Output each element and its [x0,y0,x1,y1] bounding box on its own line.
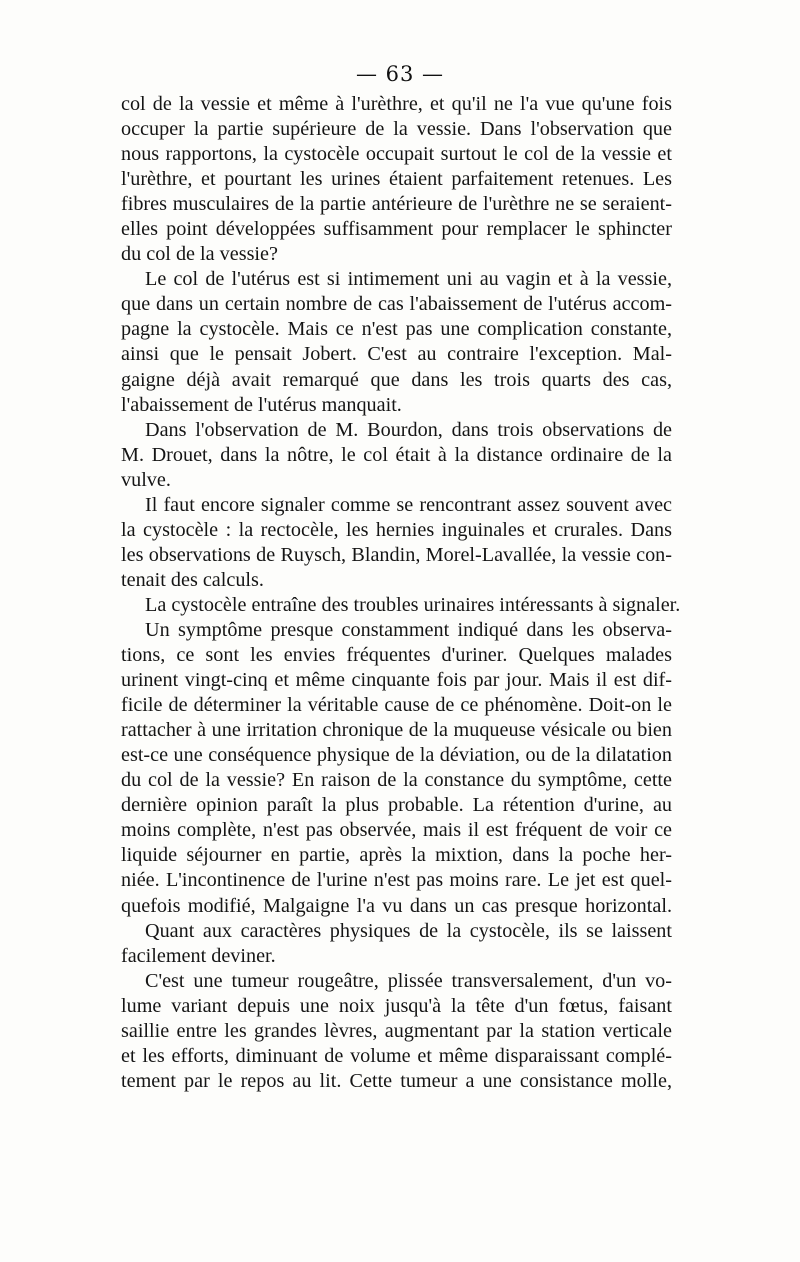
text-line: M. Drouet, dans la nôtre, le col était à la distance ordinaire de la [121,443,672,466]
text-line: Quant aux caractères physiques de la cystocèle, ils se laissent [145,919,672,942]
text-line: C'est une tumeur rougeâtre, plissée transversalement, d'un vo- [145,969,672,992]
text-line: liquide séjourner en partie, après la mixtion, dans la poche her- [121,844,672,867]
text-line: ainsi que le pensait Jobert. C'est au contraire l'exception. Mal- [121,343,672,366]
text-line: Le col de l'utérus est si intimement uni au vagin et à la vessie, [145,268,672,291]
text-line: l'urèthre, et pourtant les urines étaient parfaitement retenues. Les [121,168,672,191]
text-line: tement par le repos au lit. Cette tumeur a une consistance molle, [121,1069,672,1092]
body-text [121,92,681,1094]
text-line: urinent vingt-cinq et même cinquante fois par jour. Mais il est dif- [121,669,672,692]
text-line: Dans l'observation de M. Bourdon, dans trois observations de [145,418,672,441]
text-line: la cystocèle : la rectocèle, les hernies inguinales et crurales. Dans [121,518,672,541]
text-line: elles point développées suffisamment pour remplacer le sphincter [121,218,672,241]
text-line: occuper la partie supérieure de la vessie. Dans l'observation que [121,118,672,141]
text-line: est-ce une conséquence physique de la déviation, ou de la dilatation [121,744,672,767]
text-line: tenait des calculs. [121,568,264,591]
text-line: et les efforts, diminuant de volume et même disparaissant complé- [121,1044,672,1067]
text-line: que dans un certain nombre de cas l'abaissement de l'utérus accom- [121,293,672,316]
text-line: moins complète, n'est pas observée, mais il est fréquent de voir ce [121,819,672,842]
text-line: Un symptôme presque constamment indiqué dans les observa- [145,618,672,641]
text-line: tions, ce sont les envies fréquentes d'uriner. Quelques malades [121,644,672,667]
text-line: du col de la vessie? [121,243,278,266]
text-line: fibres musculaires de la partie antérieure de l'urèthre ne se seraient- [121,193,672,216]
text-line: rattacher à une irritation chronique de la muqueuse vésicale ou bien [121,719,672,742]
text-line: nous rapportons, la cystocèle occupait surtout le col de la vessie et [121,143,672,166]
page-number: — 63 — [355,62,445,86]
text-line: saillie entre les grandes lèvres, augmentant par la station verticale [121,1019,672,1042]
text-line: Il faut encore signaler comme se rencontrant assez souvent avec [145,493,672,516]
text-line: l'abaissement de l'utérus manquait. [121,393,402,416]
text-line: ficile de déterminer la véritable cause de ce phénomène. Doit-on le [121,694,672,717]
text-line: les observations de Ruysch, Blandin, Morel-Lavallée, la vessie con- [121,543,672,566]
text-line: pagne la cystocèle. Mais ce n'est pas une complication constante, [121,318,672,341]
text-line: La cystocèle entraîne des troubles urinaires intéressants à signaler. [145,593,681,616]
text-line: gaigne déjà avait remarqué que dans les trois quarts des cas, [121,368,672,391]
text-line: facilement deviner. [121,944,276,967]
text-line: niée. L'incontinence de l'urine n'est pas moins rare. Le jet est quel- [121,869,672,892]
text-line: du col de la vessie? En raison de la constance du symptôme, cette [121,769,672,792]
text-line: vulve. [121,468,171,491]
text-line: lume variant depuis une noix jusqu'à la tête d'un fœtus, faisant [121,994,672,1017]
text-line: quefois modifié, Malgaigne l'a vu dans un cas presque horizontal. [121,894,672,917]
text-line: dernière opinion paraît la plus probable. La rétention d'urine, au [121,794,672,817]
text-line: col de la vessie et même à l'urèthre, et qu'il ne l'a vue qu'une fois [121,93,672,115]
